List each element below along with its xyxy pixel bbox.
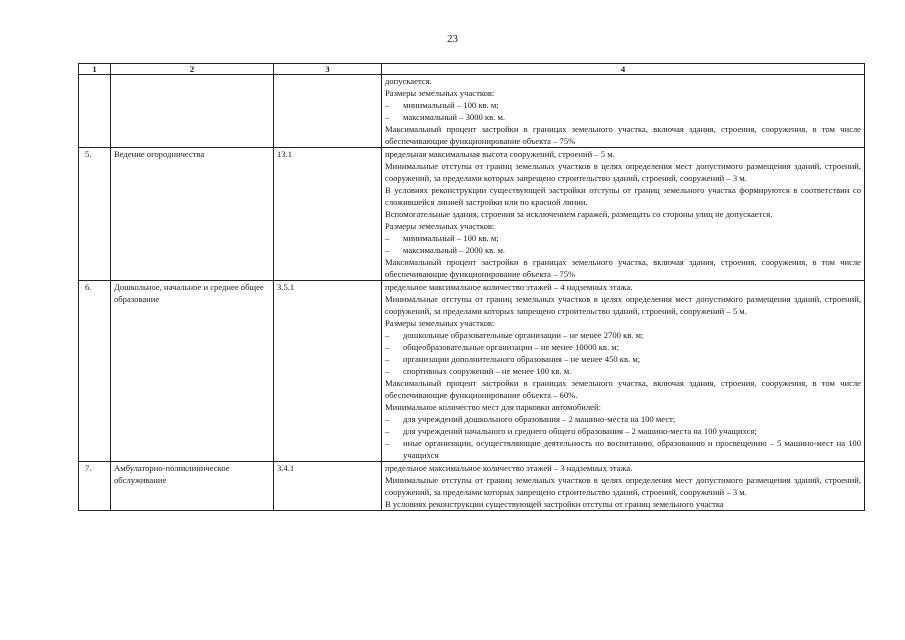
paragraph: В условиях реконструкции существующей застройки отступы от границ земельного участка	[385, 499, 724, 509]
paragraph: Размеры земельных участков:	[385, 221, 495, 231]
list-item	[385, 413, 861, 425]
use-type-name-cell: Амбулаторно-поликлиническое обслуживание	[111, 462, 274, 511]
list-item-text: общеобразовательные организации – не менее 10000 кв. м;	[403, 342, 620, 352]
table-row	[79, 75, 865, 148]
list-item-text: иные организации, осуществляющие деятельность по воспитанию, образованию и просвещению – 5 машино-мест на 100 учащихся	[403, 438, 861, 460]
page-number: 23	[447, 33, 458, 45]
list-item	[385, 353, 861, 365]
classifier-code-cell	[274, 75, 382, 148]
list-item-text: для учреждений дошкольного образования – 2 машино-места на 100 мест;	[403, 414, 676, 424]
list-dash: –	[385, 100, 390, 110]
paragraph: предельное максимальное количество этажей – 4 надземных этажа.	[385, 282, 633, 292]
list-item-text: дошкольные образовательные организации – не менее 2700 кв. м;	[403, 330, 644, 340]
paragraph: Минимальное количество мест для парковки автомобилей:	[385, 402, 601, 412]
parameters-cell	[382, 148, 865, 281]
parameters-cell	[382, 462, 865, 511]
row-number-cell: 6.	[79, 281, 111, 462]
classifier-code-cell: 3.4.1	[274, 462, 382, 511]
list-item-text: для учреждений начального и среднего общего образования – 2 машино-места на 100 учащихся;	[403, 426, 757, 436]
list-item	[385, 437, 861, 461]
parameters-cell	[382, 281, 865, 462]
list-dash: –	[385, 342, 390, 352]
list-dash: –	[385, 112, 390, 122]
list-item	[385, 425, 861, 437]
list-item-text: минимальный – 100 кв. м;	[403, 100, 499, 110]
header-cell-1: 1	[79, 64, 111, 75]
list-item-text: максимальный – 2000 кв. м.	[403, 245, 506, 255]
list-dash: –	[385, 438, 390, 448]
row-number-cell: 7.	[79, 462, 111, 511]
table-header-row	[79, 64, 865, 75]
classifier-code-cell: 3.5.1	[274, 281, 382, 462]
classifier-code-cell: 13.1	[274, 148, 382, 281]
list-item	[385, 111, 861, 123]
paragraph: Минимальные отступы от границ земельных участков в целях определения мест допустимого размещения зданий, строений, сооружений, за пределами которых запрещено строительство зданий, строений, сооружений – 3 м.	[385, 475, 861, 497]
list-dash: –	[385, 366, 390, 376]
paragraph: Минимальные отступы от границ земельных участков в целях определения мест допустимого размещения зданий, строений, сооружений, за пределами которых запрещено строительство зданий, строений, сооружений – 5 м.	[385, 294, 861, 316]
list-item-text: минимальный – 100 кв. м;	[403, 233, 499, 243]
table-row	[79, 281, 865, 462]
header-cell-2: 2	[111, 64, 274, 75]
paragraph: допускается.	[385, 76, 432, 86]
list-dash: –	[385, 354, 390, 364]
paragraph: предельная максимальная высота сооружений, строений – 5 м.	[385, 149, 615, 159]
header-cell-4: 4	[382, 64, 865, 75]
table-row	[79, 148, 865, 281]
list-dash: –	[385, 245, 390, 255]
list-item	[385, 244, 861, 256]
list-item	[385, 365, 861, 377]
paragraph: предельное максимальное количество этажей – 3 надземных этажа.	[385, 463, 633, 473]
paragraph: Максимальный процент застройки в границах земельного участка, включая здания, строения, сооружения, в том числе обеспечивающие функционирование объекта – 75%	[385, 257, 861, 279]
header-cell-3: 3	[274, 64, 382, 75]
paragraph: Размеры земельных участков:	[385, 88, 495, 98]
paragraph: Вспомогательные здания, строения за исключением гаражей, размещать со стороны улиц не допускается.	[385, 209, 773, 219]
paragraph: Максимальный процент застройки в границах земельного участка, включая здания, строения, сооружения, в том числе обеспечивающие функционирование объекта – 60%.	[385, 378, 861, 400]
list-dash: –	[385, 233, 390, 243]
list-dash: –	[385, 330, 390, 340]
list-item	[385, 99, 861, 111]
regulations-table	[78, 63, 865, 511]
use-type-name-cell	[111, 75, 274, 148]
paragraph: Размеры земельных участков:	[385, 318, 495, 328]
paragraph: Минимальные отступы от границ земельных участков в целях определения мест допустимого размещения зданий, строений, сооружений, за пределами которых запрещено строительство зданий, строений, сооружений – 3 м.	[385, 161, 861, 183]
paragraph: В условиях реконструкции существующей застройки отступы от границ земельного участка формируются в соответствии со сложившейся линией застройки или по красной линии.	[385, 185, 861, 207]
list-item-text: организации дополнительного образования – не менее 450 кв. м;	[403, 354, 641, 364]
list-item	[385, 232, 861, 244]
row-number-cell: 5.	[79, 148, 111, 281]
use-type-name-cell: Ведение огородничества	[111, 148, 274, 281]
paragraph: Максимальный процент застройки в границах земельного участка, включая здания, строения, сооружения, в том числе обеспечивающие функционирование объекта – 75%	[385, 124, 861, 146]
list-item-text: максимальный – 3000 кв. м.	[403, 112, 506, 122]
list-item	[385, 329, 861, 341]
list-dash: –	[385, 414, 390, 424]
use-type-name-cell: Дошкольное, начальное и среднее общее образование	[111, 281, 274, 462]
table-row	[79, 462, 865, 511]
list-item-text: спортивных сооружений – не менее 100 кв. м.	[403, 366, 572, 376]
list-item	[385, 341, 861, 353]
parameters-cell	[382, 75, 865, 148]
row-number-cell	[79, 75, 111, 148]
list-dash: –	[385, 426, 390, 436]
